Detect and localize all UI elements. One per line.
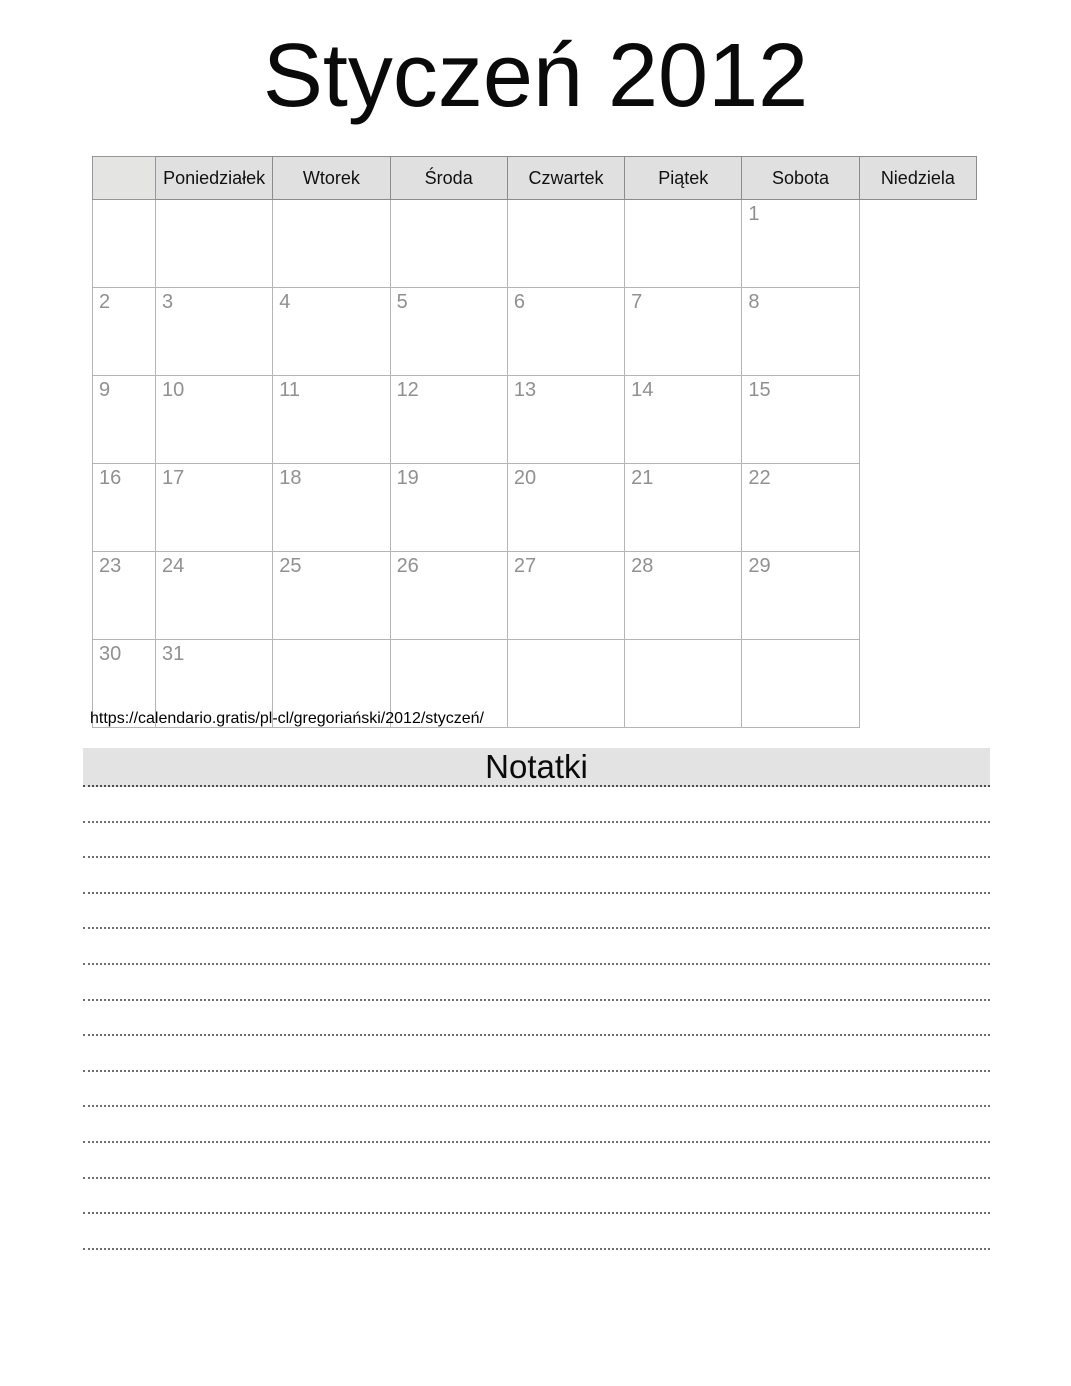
note-ruled-line xyxy=(83,894,990,930)
note-ruled-line xyxy=(83,1179,990,1215)
day-cell-19: 19 xyxy=(390,464,507,552)
day-cell-17: 17 xyxy=(156,464,273,552)
day-cell-26: 26 xyxy=(390,552,507,640)
day-cell-6: 6 xyxy=(507,288,624,376)
note-ruled-line xyxy=(83,1072,990,1108)
day-cell-empty xyxy=(156,200,273,288)
notes-title: Notatki xyxy=(485,748,588,785)
day-cell-empty xyxy=(507,200,624,288)
notes-section xyxy=(83,748,990,1250)
day-cell-12: 12 xyxy=(390,376,507,464)
day-cell-16: 16 xyxy=(93,464,156,552)
note-ruled-line xyxy=(83,1107,990,1143)
calendar-table xyxy=(92,156,977,728)
weekday-header-4: Czwartek xyxy=(507,157,624,200)
day-cell-3: 3 xyxy=(156,288,273,376)
note-ruled-line xyxy=(83,787,990,823)
page-title: Styczeń 2012 xyxy=(262,26,809,126)
note-ruled-line xyxy=(83,1036,990,1072)
day-cell-empty xyxy=(93,200,156,288)
day-cell-4: 4 xyxy=(273,288,390,376)
day-cell-empty xyxy=(273,200,390,288)
day-cell-29: 29 xyxy=(742,552,859,640)
notes-lines-area xyxy=(83,787,990,1250)
note-ruled-line xyxy=(83,823,990,859)
day-cell-30: 30 xyxy=(93,640,156,728)
calendar-left-gutter xyxy=(93,157,156,200)
weekday-header-row xyxy=(93,157,977,200)
note-ruled-line xyxy=(83,1214,990,1250)
day-cell-24: 24 xyxy=(156,552,273,640)
calendar-week-row-2 xyxy=(93,288,977,376)
weekday-header-2: Wtorek xyxy=(273,157,390,200)
day-cell-14: 14 xyxy=(625,376,742,464)
day-cell-9: 9 xyxy=(93,376,156,464)
calendar-week-row-4 xyxy=(93,464,977,552)
note-ruled-line xyxy=(83,1143,990,1179)
day-cell-13: 13 xyxy=(507,376,624,464)
day-cell-31: 31 xyxy=(156,640,273,728)
note-ruled-line xyxy=(83,965,990,1001)
day-cell-23: 23 xyxy=(93,552,156,640)
calendar-week-row-5 xyxy=(93,552,977,640)
note-ruled-line xyxy=(83,858,990,894)
source-url: https://calendario.gratis/pl-cl/gregoriański/2012/styczeń/ xyxy=(90,710,484,727)
notes-header-bar xyxy=(83,748,990,787)
day-cell-empty xyxy=(625,200,742,288)
day-cell-11: 11 xyxy=(273,376,390,464)
day-cell-10: 10 xyxy=(156,376,273,464)
day-cell-empty xyxy=(390,200,507,288)
weekday-header-3: Środa xyxy=(390,157,507,200)
day-cell-20: 20 xyxy=(507,464,624,552)
weekday-header-6: Sobota xyxy=(742,157,859,200)
day-cell-21: 21 xyxy=(625,464,742,552)
weekday-header-7: Niedziela xyxy=(859,157,976,200)
calendar-week-row-1 xyxy=(93,200,977,288)
day-cell-27: 27 xyxy=(507,552,624,640)
day-cell-empty xyxy=(742,640,859,728)
day-cell-7: 7 xyxy=(625,288,742,376)
calendar-week-row-3 xyxy=(93,376,977,464)
day-cell-empty xyxy=(507,640,624,728)
day-cell-5: 5 xyxy=(390,288,507,376)
day-cell-8: 8 xyxy=(742,288,859,376)
note-ruled-line xyxy=(83,929,990,965)
day-cell-25: 25 xyxy=(273,552,390,640)
day-cell-28: 28 xyxy=(625,552,742,640)
day-cell-empty xyxy=(625,640,742,728)
day-cell-18: 18 xyxy=(273,464,390,552)
note-ruled-line xyxy=(83,1001,990,1037)
weekday-header-5: Piątek xyxy=(625,157,742,200)
day-cell-2: 2 xyxy=(93,288,156,376)
weekday-header-1: Poniedziałek xyxy=(156,157,273,200)
day-cell-22: 22 xyxy=(742,464,859,552)
day-cell-15: 15 xyxy=(742,376,859,464)
day-cell-1: 1 xyxy=(742,200,859,288)
